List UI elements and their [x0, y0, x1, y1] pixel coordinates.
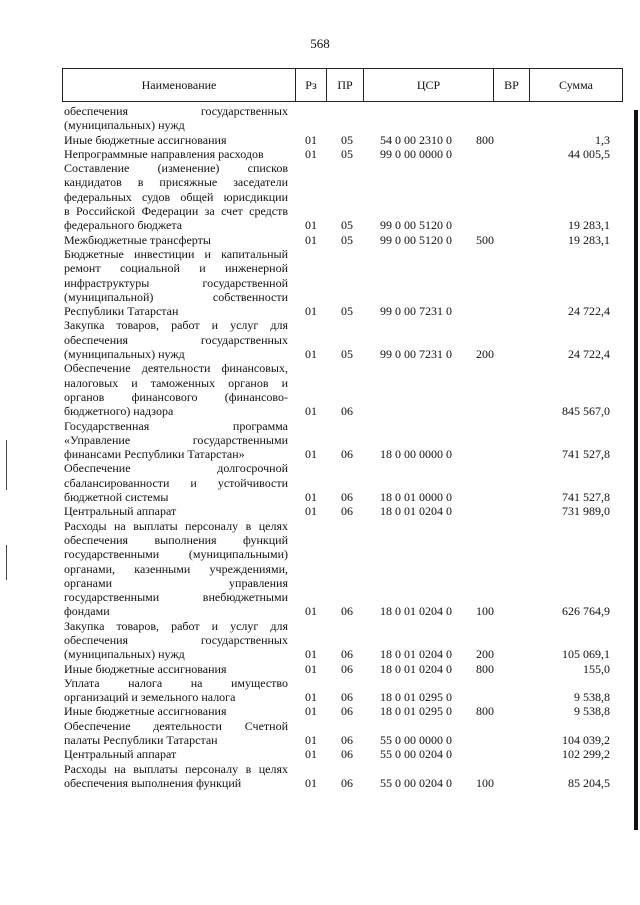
table-row	[0, 161, 640, 232]
row-csr: 18 0 01 0204 0	[380, 504, 452, 519]
row-rz: 01	[305, 661, 317, 676]
row-csr: 18 0 01 0204 0	[380, 647, 452, 662]
row-sum: 731 989,0	[562, 504, 610, 519]
row-name-line: Иные бюджетные ассигнования	[64, 132, 227, 147]
row-name-line: Расходы на выплаты персоналу в целях	[64, 761, 288, 776]
scan-edge-mark	[6, 440, 7, 490]
row-name	[64, 419, 288, 462]
table-header	[62, 68, 623, 102]
row-name-line: бюджетной системы	[64, 490, 169, 505]
row-name	[64, 619, 288, 662]
row-rz: 01	[305, 347, 317, 362]
row-name	[64, 519, 288, 619]
table-row	[0, 676, 640, 705]
row-name-line: «Управление государственными	[64, 432, 288, 447]
row-name	[64, 747, 288, 761]
row-vr: 200	[476, 347, 494, 362]
table-row	[0, 747, 640, 761]
row-csr: 18 0 01 0295 0	[380, 690, 452, 705]
row-name-line: обеспечения выполнения функций	[64, 532, 288, 547]
row-name-line: Закупка товаров, работ и услуг для	[64, 618, 288, 633]
row-name-line: государственными (муниципальными)	[64, 547, 288, 562]
row-name-line: Центральный аппарат	[64, 504, 177, 519]
row-name-line: (муниципальных) нужд	[64, 118, 185, 133]
row-vr: 100	[476, 775, 494, 790]
table-row	[0, 133, 640, 147]
row-csr: 99 0 00 5120 0	[380, 232, 452, 247]
header-csr: ЦСР	[363, 69, 493, 101]
row-rz: 01	[305, 690, 317, 705]
scan-edge-mark	[6, 545, 7, 580]
row-name	[64, 147, 288, 161]
row-rz: 01	[305, 733, 317, 748]
row-name-line: ремонт социальной и инженерной	[64, 261, 288, 276]
row-csr: 99 0 00 7231 0	[380, 347, 452, 362]
table-row	[0, 504, 640, 518]
row-csr: 18 0 01 0295 0	[380, 704, 452, 719]
row-sum: 9 538,8	[574, 704, 610, 719]
row-name-line: обеспечения государственных	[64, 104, 288, 118]
row-name-line: Составление (изменение) списков	[64, 161, 288, 176]
table-row	[0, 461, 640, 504]
row-name	[64, 719, 288, 748]
header-sum: Сумма	[529, 69, 622, 101]
table-row	[0, 318, 640, 361]
row-csr: 55 0 00 0000 0	[380, 733, 452, 748]
row-name-line: Закупка товаров, работ и услуг для	[64, 318, 288, 333]
row-vr: 200	[476, 647, 494, 662]
row-sum: 102 299,2	[562, 747, 610, 762]
row-name-line: Уплата налога на имущество	[64, 675, 288, 690]
row-pr: 06	[341, 775, 353, 790]
table-row	[0, 419, 640, 462]
row-vr: 800	[476, 132, 494, 147]
row-name-line: фондами	[64, 604, 110, 619]
row-csr: 99 0 00 5120 0	[380, 218, 452, 233]
row-name	[64, 704, 288, 718]
row-pr: 06	[341, 747, 353, 762]
row-rz: 01	[305, 304, 317, 319]
row-name-line: (муниципальных) нужд	[64, 347, 185, 362]
table-row	[0, 619, 640, 662]
row-name	[64, 361, 288, 418]
row-name-line: органами управления	[64, 575, 288, 590]
row-rz: 01	[305, 704, 317, 719]
row-name-line: государственными внебюджетными	[64, 590, 288, 605]
row-vr: 800	[476, 704, 494, 719]
row-csr: 18 0 01 0204 0	[380, 661, 452, 676]
row-name	[64, 662, 288, 676]
row-name-line: палаты Республики Татарстан	[64, 733, 218, 748]
table-row	[0, 519, 640, 619]
row-csr: 55 0 00 0204 0	[380, 747, 452, 762]
row-sum: 85 204,5	[568, 775, 610, 790]
row-sum: 155,0	[583, 661, 610, 676]
row-name	[64, 161, 288, 232]
row-name-line: сбалансированности и устойчивости	[64, 475, 288, 490]
table-row	[0, 147, 640, 161]
row-pr: 06	[341, 690, 353, 705]
row-name-line: Иные бюджетные ассигнования	[64, 704, 227, 719]
row-sum: 741 527,8	[562, 447, 610, 462]
row-csr: 18 0 00 0000 0	[380, 447, 452, 462]
row-rz: 01	[305, 775, 317, 790]
row-pr: 05	[341, 218, 353, 233]
row-name	[64, 318, 288, 361]
row-name-line: налоговых и таможенных органов и	[64, 375, 288, 390]
row-name-line: Непрограммные направления расходов	[64, 146, 264, 161]
row-rz: 01	[305, 447, 317, 462]
row-name-line: обеспечения государственных	[64, 632, 288, 647]
row-name-line: бюджетного) надзора	[64, 404, 174, 419]
row-pr: 06	[341, 661, 353, 676]
row-rz: 01	[305, 132, 317, 147]
row-vr: 500	[476, 232, 494, 247]
row-name-line: федерального бюджета	[64, 218, 183, 233]
row-rz: 01	[305, 490, 317, 505]
row-pr: 06	[341, 647, 353, 662]
row-vr: 100	[476, 604, 494, 619]
row-pr: 06	[341, 490, 353, 505]
row-sum: 24 722,4	[568, 347, 610, 362]
row-pr: 06	[341, 447, 353, 462]
row-sum: 44 005,5	[568, 146, 610, 161]
row-name	[64, 133, 288, 147]
table-row	[0, 762, 640, 791]
row-name-line: Обеспечение деятельности финансовых,	[64, 361, 288, 376]
row-name-line: (муниципальной) собственности	[64, 289, 288, 304]
row-name	[64, 676, 288, 705]
table-row	[0, 247, 640, 318]
row-name	[64, 461, 288, 504]
row-csr: 54 0 00 2310 0	[380, 132, 452, 147]
row-pr: 06	[341, 504, 353, 519]
row-pr: 05	[341, 347, 353, 362]
row-sum: 9 538,8	[574, 690, 610, 705]
row-name-line: федеральных судов общей юрисдикции	[64, 189, 288, 204]
row-name-line: органами, казенными учреждениями,	[64, 561, 288, 576]
row-csr: 18 0 01 0000 0	[380, 490, 452, 505]
row-csr: 99 0 00 7231 0	[380, 304, 452, 319]
row-name-line: Центральный аппарат	[64, 747, 177, 762]
row-pr: 05	[341, 304, 353, 319]
row-pr: 06	[341, 404, 353, 419]
table-row	[0, 361, 640, 418]
row-name-line: органов финансового (финансово-	[64, 389, 288, 404]
row-name-line: Республики Татарстан	[64, 304, 179, 319]
row-pr: 06	[341, 733, 353, 748]
row-pr: 05	[341, 146, 353, 161]
row-sum: 741 527,8	[562, 490, 610, 505]
row-csr: 18 0 01 0204 0	[380, 604, 452, 619]
header-rz: Рз	[295, 69, 326, 101]
row-rz: 01	[305, 404, 317, 419]
row-pr: 06	[341, 604, 353, 619]
row-name-line: в Российской Федерации за счет средств	[64, 204, 288, 219]
row-name-line: Государственная программа	[64, 418, 288, 433]
table-row	[0, 233, 640, 247]
row-name-line: инфраструктуры государственной	[64, 275, 288, 290]
row-sum: 626 764,9	[562, 604, 610, 619]
row-name-line: Межбюджетные трансферты	[64, 232, 211, 247]
row-sum: 19 283,1	[568, 232, 610, 247]
row-name-line: Расходы на выплаты персоналу в целях	[64, 518, 288, 533]
row-rz: 01	[305, 504, 317, 519]
row-name-line: финансами Республики Татарстан»	[64, 447, 245, 462]
row-vr: 800	[476, 661, 494, 676]
row-rz: 01	[305, 218, 317, 233]
row-rz: 01	[305, 647, 317, 662]
table-row	[0, 104, 640, 133]
header-name: Наименование	[141, 77, 217, 92]
header-pr: ПР	[326, 69, 363, 101]
row-name-line: организаций и земельного налога	[64, 690, 236, 705]
row-pr: 06	[341, 704, 353, 719]
table-body	[0, 104, 640, 790]
page-number: 568	[310, 36, 330, 51]
row-name-line: обеспечения выполнения функций	[64, 775, 242, 790]
row-name-line: Иные бюджетные ассигнования	[64, 661, 227, 676]
row-name	[64, 104, 288, 133]
row-sum: 24 722,4	[568, 304, 610, 319]
row-name-line: Обеспечение деятельности Счетной	[64, 718, 288, 733]
row-rz: 01	[305, 747, 317, 762]
row-pr: 05	[341, 132, 353, 147]
row-sum: 845 567,0	[562, 404, 610, 419]
header-vr: ВР	[493, 69, 529, 101]
row-csr: 99 0 00 0000 0	[380, 146, 452, 161]
row-pr: 05	[341, 232, 353, 247]
row-name	[64, 247, 288, 318]
table-row	[0, 704, 640, 718]
row-rz: 01	[305, 146, 317, 161]
scan-edge-bar	[634, 110, 638, 830]
row-sum: 19 283,1	[568, 218, 610, 233]
row-name	[64, 762, 288, 791]
row-name-line: Обеспечение долгосрочной	[64, 461, 288, 476]
table-row	[0, 719, 640, 748]
row-name-line: обеспечения государственных	[64, 332, 288, 347]
table-row	[0, 662, 640, 676]
row-sum: 1,3	[595, 132, 610, 147]
row-rz: 01	[305, 604, 317, 619]
row-name	[64, 233, 288, 247]
row-sum: 105 069,1	[562, 647, 610, 662]
row-sum: 104 039,2	[562, 733, 610, 748]
row-name-line: (муниципальных) нужд	[64, 647, 185, 662]
row-name-line: Бюджетные инвестиции и капитальный	[64, 246, 288, 261]
row-csr: 55 0 00 0204 0	[380, 775, 452, 790]
row-name-line: кандидатов в присяжные заседатели	[64, 175, 288, 190]
row-name	[64, 504, 288, 518]
row-rz: 01	[305, 232, 317, 247]
